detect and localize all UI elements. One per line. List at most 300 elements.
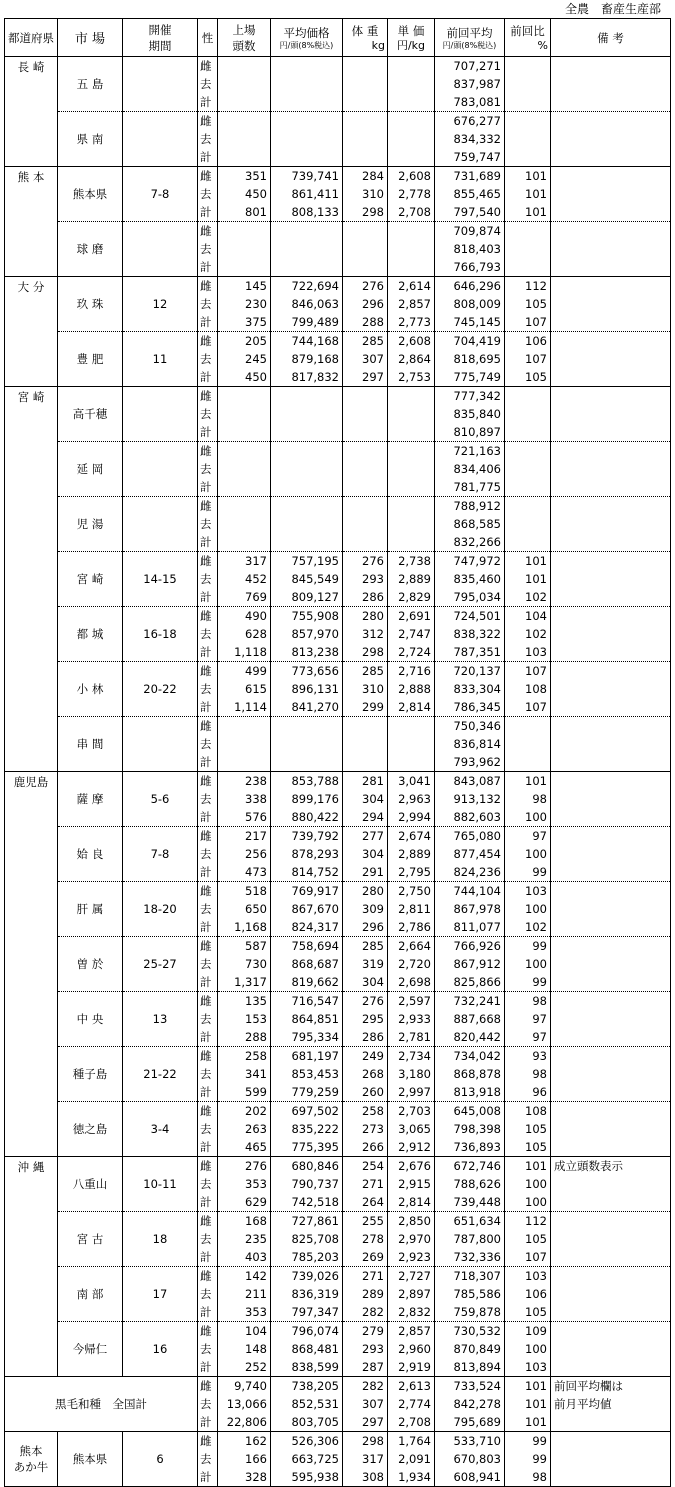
sex-cell: 雌 [198,992,218,1011]
sex-cell: 計 [198,1028,218,1047]
heads-cell: 230 [218,295,271,313]
prev-avg-cell: 766,793 [435,258,505,277]
avg-price-cell: 697,502 [271,1102,343,1121]
table-row [5,827,671,846]
prev-ratio-cell [505,405,551,423]
heads-cell [218,148,271,167]
avg-price-cell: 868,687 [271,955,343,973]
market-cell: 宮 古 [58,1212,123,1267]
unit-price-cell: 2,857 [388,1322,435,1341]
prev-ratio-cell: 107 [505,350,551,368]
sex-cell: 去 [198,680,218,698]
heads-cell: 576 [218,808,271,827]
heads-cell: 490 [218,607,271,626]
sex-cell: 去 [198,130,218,148]
avg-price-cell [271,478,343,497]
heads-cell: 104 [218,1322,271,1341]
prev-avg-cell: 834,406 [435,460,505,478]
heads-cell [218,130,271,148]
akaushi-prefecture-cell [5,1432,58,1487]
prev-ratio-cell: 101 [505,1157,551,1176]
market-cell: 宮 崎 [58,552,123,607]
heads-cell [218,497,271,516]
note-cell [551,1102,671,1121]
heads-cell [218,533,271,552]
prev-avg-cell: 732,241 [435,992,505,1011]
prefecture-cell: 大 分 [5,277,58,387]
table-row [5,1157,671,1176]
avg-price-cell [271,753,343,772]
unit-price-cell: 2,857 [388,295,435,313]
unit-price-cell: 2,674 [388,827,435,846]
heads-cell: 153 [218,1010,271,1028]
avg-price-cell: 739,026 [271,1267,343,1286]
note-cell [551,753,671,772]
prev-avg-cell: 838,322 [435,625,505,643]
period-cell: 13 [123,992,198,1047]
unit-price-cell: 2,897 [388,1285,435,1303]
avg-price-cell: 779,259 [271,1083,343,1102]
unit-price-cell: 2,960 [388,1340,435,1358]
heads-cell: 403 [218,1248,271,1267]
unit-price-cell: 2,613 [388,1377,435,1396]
avg-price-cell [271,57,343,76]
heads-cell [218,515,271,533]
prev-avg-cell: 833,304 [435,680,505,698]
unit-price-cell [388,735,435,753]
period-cell [123,112,198,167]
heads-cell [218,258,271,277]
prev-avg-cell: 820,442 [435,1028,505,1047]
unit-price-cell [388,387,435,406]
heads-cell: 615 [218,680,271,698]
sex-cell: 雌 [198,662,218,681]
market-cell: 今帰仁 [58,1322,123,1377]
prev-ratio-cell [505,735,551,753]
avg-price-cell: 716,547 [271,992,343,1011]
note-cell [551,350,671,368]
avg-price-cell: 878,293 [271,845,343,863]
sex-cell: 計 [198,1413,218,1432]
unit-price-cell: 2,614 [388,277,435,296]
sex-cell: 雌 [198,1267,218,1286]
unit-price-cell [388,112,435,131]
heads-cell: 211 [218,1285,271,1303]
avg-price-cell [271,442,343,461]
prev-avg-cell: 759,747 [435,148,505,167]
weight-cell: 295 [343,1010,388,1028]
period-cell [123,387,198,442]
sex-cell: 雌 [198,332,218,351]
unit-price-cell: 2,747 [388,625,435,643]
prev-avg-cell: 832,266 [435,533,505,552]
unit-price-cell: 2,888 [388,680,435,698]
table-row [5,387,671,406]
heads-cell: 473 [218,863,271,882]
prev-avg-cell: 887,668 [435,1010,505,1028]
weight-cell: 291 [343,863,388,882]
unit-price-cell: 2,738 [388,552,435,571]
period-cell: 12 [123,277,198,332]
sex-cell: 計 [198,478,218,497]
period-cell: 7-8 [123,827,198,882]
heads-cell: 353 [218,1175,271,1193]
unit-price-cell: 2,919 [388,1358,435,1377]
note-cell [551,1358,671,1377]
note-cell [551,478,671,497]
unit-price-cell [388,57,435,76]
weight-cell: 308 [343,1468,388,1487]
unit-price-cell: 2,774 [388,1395,435,1413]
sex-cell: 計 [198,1248,218,1267]
unit-price-cell [388,222,435,241]
prev-avg-cell: 813,918 [435,1083,505,1102]
unit-price-cell: 2,716 [388,662,435,681]
unit-price-cell: 2,814 [388,1193,435,1212]
weight-cell [343,497,388,516]
avg-price-cell: 775,395 [271,1138,343,1157]
unit-price-cell: 2,864 [388,350,435,368]
sex-cell: 雌 [198,1432,218,1451]
prev-avg-cell: 810,897 [435,423,505,442]
avg-price-cell [271,75,343,93]
weight-cell [343,753,388,772]
unit-price-cell [388,515,435,533]
table-row [5,57,671,76]
prev-avg-cell: 733,524 [435,1377,505,1396]
prev-avg-cell: 707,271 [435,57,505,76]
period-cell: 14-15 [123,552,198,607]
sex-cell: 計 [198,1138,218,1157]
prev-ratio-cell [505,423,551,442]
prev-avg-cell: 676,277 [435,112,505,131]
note-cell [551,552,671,571]
prev-ratio-cell [505,112,551,131]
unit-price-cell: 2,778 [388,185,435,203]
market-cell: 串 間 [58,717,123,772]
sex-cell: 雌 [198,167,218,186]
weight-cell: 296 [343,918,388,937]
weight-cell [343,533,388,552]
unit-price-cell: 2,773 [388,313,435,332]
period-cell [123,57,198,112]
avg-price-cell [271,387,343,406]
avg-price-cell: 825,708 [271,1230,343,1248]
prev-avg-cell: 785,586 [435,1285,505,1303]
weight-cell: 278 [343,1230,388,1248]
sex-cell: 計 [198,203,218,222]
prefecture-cell: 熊 本 [5,167,58,277]
sex-cell: 計 [198,1358,218,1377]
heads-cell [218,240,271,258]
weight-cell: 304 [343,845,388,863]
period-cell: 18 [123,1212,198,1267]
sex-cell: 去 [198,295,218,313]
avg-price-cell: 797,347 [271,1303,343,1322]
prev-avg-cell: 793,962 [435,753,505,772]
heads-cell: 205 [218,332,271,351]
prev-avg-cell: 781,775 [435,478,505,497]
prev-avg-cell: 608,941 [435,1468,505,1487]
prev-avg-cell: 786,345 [435,698,505,717]
note-cell [551,1450,671,1468]
sex-cell: 雌 [198,1102,218,1121]
note-cell [551,717,671,736]
avg-price-cell: 809,127 [271,588,343,607]
prev-ratio-cell: 101 [505,552,551,571]
table-row [5,607,671,626]
prev-ratio-cell: 107 [505,698,551,717]
note-cell [551,1065,671,1083]
note-cell [551,93,671,112]
avg-price-cell: 769,917 [271,882,343,901]
avg-price-cell: 846,063 [271,295,343,313]
prev-avg-cell: 808,009 [435,295,505,313]
unit-price-cell: 2,750 [388,882,435,901]
note-cell [551,1138,671,1157]
prev-avg-cell: 731,689 [435,167,505,186]
table-row [5,662,671,681]
prev-ratio-cell: 98 [505,1468,551,1487]
header-prev-ratio: 前回比 % [505,19,551,57]
note-cell [551,332,671,351]
prev-ratio-cell: 103 [505,1267,551,1286]
avg-price-cell [271,735,343,753]
prev-avg-cell: 882,603 [435,808,505,827]
sex-cell: 去 [198,185,218,203]
note-cell [551,313,671,332]
heads-cell [218,735,271,753]
avg-price-cell: 738,205 [271,1377,343,1396]
note-cell [551,937,671,956]
unit-price-cell: 2,734 [388,1047,435,1066]
prev-avg-cell: 795,689 [435,1413,505,1432]
sex-cell: 雌 [198,277,218,296]
prev-avg-cell: 775,749 [435,368,505,387]
market-cell: 五 島 [58,57,123,112]
prev-ratio-cell: 100 [505,808,551,827]
unit-price-cell: 2,698 [388,973,435,992]
note-cell [551,57,671,76]
prev-avg-cell: 813,894 [435,1358,505,1377]
note-cell [551,148,671,167]
note-cell [551,240,671,258]
sex-cell: 去 [198,1230,218,1248]
note-cell [551,1083,671,1102]
prev-avg-cell: 759,878 [435,1303,505,1322]
prev-avg-cell: 730,532 [435,1322,505,1341]
sex-cell: 雌 [198,1157,218,1176]
heads-cell: 13,066 [218,1395,271,1413]
unit-price-cell: 2,708 [388,203,435,222]
heads-cell: 1,114 [218,698,271,717]
heads-cell [218,57,271,76]
prev-ratio-cell: 104 [505,607,551,626]
heads-cell: 518 [218,882,271,901]
avg-price-cell [271,93,343,112]
table-row [5,1267,671,1286]
avg-price-cell: 835,222 [271,1120,343,1138]
heads-cell: 587 [218,937,271,956]
avg-price-cell: 758,694 [271,937,343,956]
table-row [5,277,671,296]
prev-ratio-cell: 100 [505,1193,551,1212]
weight-cell: 268 [343,1065,388,1083]
auction-results-table [4,18,671,1487]
prev-ratio-cell: 106 [505,332,551,351]
sex-cell: 計 [198,808,218,827]
avg-price-cell: 803,705 [271,1413,343,1432]
note-cell [551,1267,671,1286]
sex-cell: 去 [198,625,218,643]
heads-cell: 258 [218,1047,271,1066]
note-cell [551,1212,671,1231]
table-row [5,442,671,461]
period-cell: 3-4 [123,1102,198,1157]
heads-cell: 263 [218,1120,271,1138]
header-avg-price: 平均価格 円/頭(8%税込) [271,19,343,57]
unit-price-cell: 2,923 [388,1248,435,1267]
unit-price-cell: 2,811 [388,900,435,918]
sex-cell: 雌 [198,222,218,241]
unit-price-cell: 2,753 [388,368,435,387]
prev-ratio-cell [505,57,551,76]
unit-price-cell: 1,764 [388,1432,435,1451]
unit-price-cell: 2,795 [388,863,435,882]
prev-ratio-cell: 101 [505,203,551,222]
avg-price-cell [271,148,343,167]
unit-price-cell: 2,608 [388,167,435,186]
header-prefecture: 都道府県 [5,19,58,57]
table-row [5,332,671,351]
avg-price-cell [271,460,343,478]
unit-price-cell: 2,781 [388,1028,435,1047]
avg-price-cell: 526,306 [271,1432,343,1451]
note-cell [551,1010,671,1028]
avg-price-cell: 808,133 [271,203,343,222]
prev-ratio-cell [505,478,551,497]
avg-price-cell: 857,970 [271,625,343,643]
prev-avg-cell: 736,893 [435,1138,505,1157]
sex-cell: 雌 [198,1047,218,1066]
sex-cell: 去 [198,845,218,863]
period-cell [123,717,198,772]
weight-cell [343,240,388,258]
prev-ratio-cell: 100 [505,845,551,863]
unit-price-cell [388,423,435,442]
note-cell [551,827,671,846]
prev-ratio-cell [505,258,551,277]
avg-price-cell: 867,670 [271,900,343,918]
sex-cell: 去 [198,1285,218,1303]
weight-cell [343,148,388,167]
unit-price-cell [388,75,435,93]
table-row [5,167,671,186]
heads-cell: 353 [218,1303,271,1322]
market-cell: 県 南 [58,112,123,167]
prev-avg-cell: 843,087 [435,772,505,791]
note-cell [551,1303,671,1322]
source-label: 全農 畜産生産部 [564,2,661,16]
prev-ratio-cell: 99 [505,1432,551,1451]
note-cell [551,1340,671,1358]
avg-price-cell: 814,752 [271,863,343,882]
weight-cell [343,75,388,93]
heads-cell [218,423,271,442]
note-cell [551,698,671,717]
market-cell: 延 岡 [58,442,123,497]
prev-avg-cell: 646,296 [435,277,505,296]
prev-avg-cell: 824,236 [435,863,505,882]
unit-price-cell: 2,786 [388,918,435,937]
weight-cell: 296 [343,295,388,313]
heads-cell: 452 [218,570,271,588]
prev-ratio-cell: 99 [505,973,551,992]
prev-ratio-cell: 103 [505,643,551,662]
unit-price-cell: 2,814 [388,698,435,717]
unit-price-cell: 2,708 [388,1413,435,1432]
note-cell [551,1432,671,1451]
heads-cell: 238 [218,772,271,791]
prev-ratio-cell: 101 [505,772,551,791]
table-row [5,772,671,791]
market-cell: 豊 肥 [58,332,123,387]
prev-ratio-cell: 100 [505,900,551,918]
unit-price-cell: 2,091 [388,1450,435,1468]
avg-price-cell: 868,481 [271,1340,343,1358]
table-row [5,1432,671,1451]
sex-cell: 去 [198,1065,218,1083]
heads-cell: 628 [218,625,271,643]
prev-avg-cell: 842,278 [435,1395,505,1413]
period-cell: 18-20 [123,882,198,937]
avg-price-cell: 755,908 [271,607,343,626]
avg-price-cell: 722,694 [271,277,343,296]
weight-cell: 276 [343,277,388,296]
weight-cell: 289 [343,1285,388,1303]
market-cell: 薩 摩 [58,772,123,827]
market-cell: 種子島 [58,1047,123,1102]
sex-cell: 雌 [198,112,218,131]
prev-avg-cell: 787,351 [435,643,505,662]
prev-avg-cell: 777,342 [435,387,505,406]
prev-ratio-cell [505,148,551,167]
prev-ratio-cell: 103 [505,882,551,901]
akaushi-prefecture-line2: あか牛 [13,1460,49,1474]
avg-price-cell: 663,725 [271,1450,343,1468]
weight-cell: 249 [343,1047,388,1066]
sex-cell: 計 [198,1083,218,1102]
prev-ratio-cell: 97 [505,1010,551,1028]
sex-cell: 計 [198,148,218,167]
note-cell [551,680,671,698]
prev-avg-cell: 868,585 [435,515,505,533]
sex-cell: 計 [198,258,218,277]
avg-price-cell: 864,851 [271,1010,343,1028]
prev-avg-cell: 835,460 [435,570,505,588]
prev-ratio-cell [505,130,551,148]
weight-cell: 285 [343,662,388,681]
unit-price-cell: 2,832 [388,1303,435,1322]
note-cell [551,295,671,313]
prev-avg-cell: 835,840 [435,405,505,423]
heads-cell: 202 [218,1102,271,1121]
avg-price-cell [271,405,343,423]
heads-cell: 217 [218,827,271,846]
unit-price-cell: 2,691 [388,607,435,626]
avg-price-cell: 899,176 [271,790,343,808]
prev-avg-cell: 709,874 [435,222,505,241]
